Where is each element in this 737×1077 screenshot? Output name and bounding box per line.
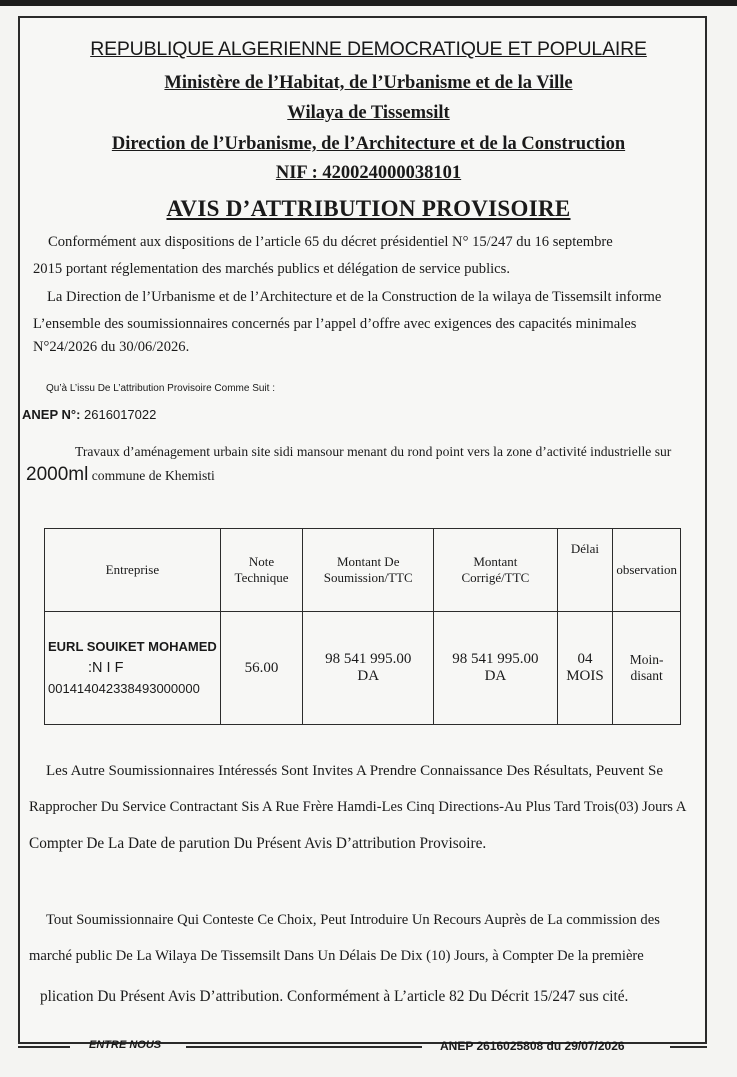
- project-line-2: [26, 464, 215, 486]
- project-line-1: Travaux d’aménagement urbain site sidi mansour menant du rond point vers la zone d’activité industrielle sur: [75, 444, 672, 459]
- delai-value: 04: [577, 651, 593, 667]
- intro-line-4: L’ensemble des soumissionnaires concernés par l’appel d’offre avec exigences des capacités minimales: [33, 316, 637, 332]
- cell-note-technique: 56.00: [220, 612, 303, 725]
- table-header-row: [45, 529, 681, 612]
- header-nif: NIF : 420024000038101: [275, 163, 462, 183]
- footer-anep-reference: ANEP 2616025808 du 29/07/2026: [440, 1039, 625, 1053]
- attribution-table: [44, 528, 681, 725]
- footer-rule-middle: [186, 1046, 422, 1048]
- header-note-technique: Note Technique: [220, 529, 303, 612]
- entreprise-nif-label: :N I F: [88, 659, 124, 676]
- intro-line-2: 2015 portant réglementation des marchés publics et délégation de service publics.: [33, 261, 510, 277]
- paragraph2-line-3: plication Du Présent Avis D’attribution. Conformément à L’article 82 Du Décrit 15/247 sus cité.: [40, 988, 629, 1005]
- entreprise-name: EURL SOUIKET MOHAMED: [48, 638, 217, 654]
- paragraph2-line-1: Tout Soumissionnaire Qui Conteste Ce Choix, Peut Introduire Un Recours Auprès de La commission des: [46, 912, 660, 928]
- intro-line-1: Conformément aux dispositions de l’article 65 du décret présidentiel N° 15/247 du 16 septembre: [48, 234, 613, 250]
- header-montant-corrige: Montant Corrigé/TTC: [434, 529, 557, 612]
- anep-reference: [22, 407, 156, 422]
- header-observation: observation: [613, 529, 681, 612]
- header-montant-soumission: Montant De Soumission/TTC: [303, 529, 434, 612]
- project-length: 2000ml: [26, 464, 89, 485]
- cell-delai: [557, 612, 613, 725]
- header-wilaya: Wilaya de Tissemsilt: [287, 103, 450, 123]
- delai-unit: MOIS: [566, 668, 604, 684]
- paragraph1-line-1: Les Autre Soumissionnaires Intéressés Sont Invites A Prendre Connaissance Des Résultats, Peuvent Se: [46, 763, 663, 779]
- footer-rule-right: [670, 1046, 707, 1048]
- footer-entre-nous: ENTRE NOUS: [89, 1039, 162, 1051]
- intro-line-5: N°24/2026 du 30/06/2026.: [33, 339, 190, 355]
- intro-line-3: La Direction de l’Urbanisme et de l’Architecture et de la Construction de la wilaya de Tissemsilt informe: [47, 289, 662, 305]
- soumission-amount: 98 541 995.00: [325, 651, 412, 667]
- paragraph1-line-2: Rapprocher Du Service Contractant Sis A Rue Frère Hamdi-Les Cinq Directions-Au Plus Tard Trois(03) Jours A: [29, 799, 687, 815]
- header-ministry: Ministère de l’Habitat, de l’Urbanisme et de la Ville: [164, 73, 573, 93]
- header-republic: REPUBLIQUE ALGERIENNE DEMOCRATIQUE ET POPULAIRE: [90, 38, 647, 60]
- header-entreprise: Entreprise: [45, 529, 221, 612]
- table-row: [45, 612, 681, 725]
- corrige-amount: 98 541 995.00: [452, 651, 539, 667]
- entreprise-nif: 001414042338493000000: [48, 681, 200, 697]
- cell-entreprise: [45, 612, 221, 725]
- project-commune: commune de Khemisti: [91, 468, 215, 483]
- paragraph2-line-2: marché public De La Wilaya De Tissemsilt Dans Un Délais De Dix (10) Jours, à Compter De la première: [29, 948, 644, 964]
- soumission-currency: DA: [357, 668, 380, 684]
- paragraph1-line-3: Compter De La Date de parution Du Présent Avis D’attribution Provisoire.: [29, 835, 487, 852]
- cell-montant-corrige: [434, 612, 557, 725]
- footer-rule-left: [18, 1046, 70, 1048]
- cell-observation: Moin- disant: [613, 612, 681, 725]
- cell-montant-soumission: [303, 612, 434, 725]
- notice-title: AVIS D’ATTRIBUTION PROVISOIRE: [166, 196, 571, 221]
- corrige-currency: DA: [484, 668, 507, 684]
- header-delai: Délai: [557, 529, 613, 612]
- header-direction: Direction de l’Urbanisme, de l’Architecture et de la Construction: [111, 134, 626, 154]
- anep-number: 2616017022: [84, 407, 157, 422]
- issue-line: Qu’à L’issu De L’attribution Provisoire Comme Suit :: [46, 383, 275, 394]
- anep-label: ANEP N°:: [22, 407, 81, 422]
- top-border-bar: [0, 0, 737, 6]
